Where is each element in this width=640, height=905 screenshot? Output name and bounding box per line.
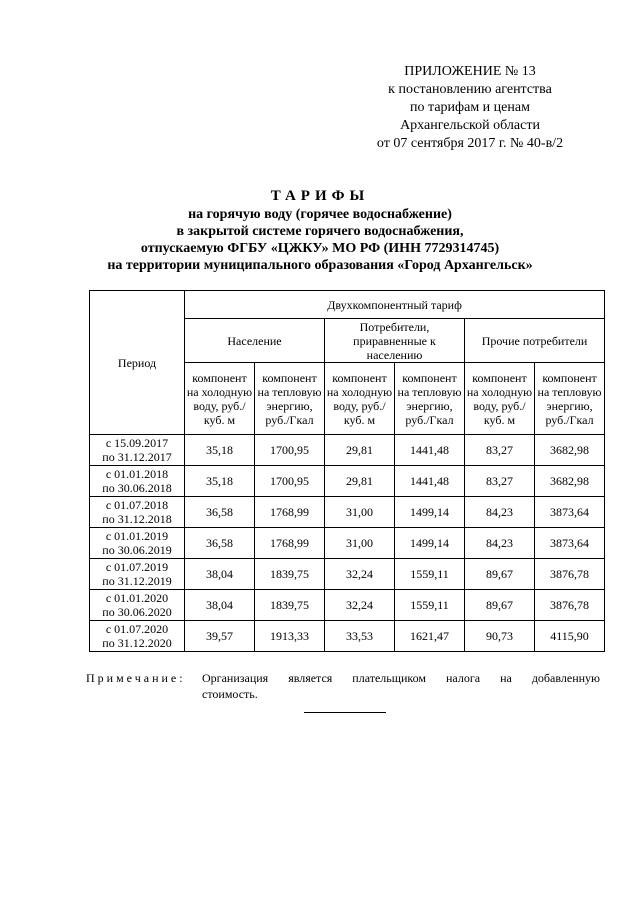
title-line: отпускаемую ФГБУ «ЦЖКУ» МО РФ (ИНН 7729314745) — [140, 241, 500, 256]
tariff-value-cell: 1839,75 — [255, 559, 325, 590]
table-row — [90, 528, 605, 559]
tariff-value-cell: 38,04 — [185, 559, 255, 590]
tariff-value-cell: 84,23 — [465, 497, 535, 528]
appendix-title: ПРИЛОЖЕНИЕ № 13 — [404, 64, 536, 79]
tariff-value-cell: 32,24 — [325, 590, 395, 621]
period-from: с 15.09.2017 — [105, 436, 169, 450]
tariff-value-cell: 89,67 — [465, 590, 535, 621]
sub-header-heat: компонент на тепловую энергию, руб./Гкал — [255, 363, 325, 435]
tariff-value-cell: 29,81 — [325, 466, 395, 497]
tariff-value-cell: 84,23 — [465, 528, 535, 559]
period-cell — [90, 559, 185, 590]
period-from: с 01.07.2019 — [105, 560, 169, 574]
title-main: ТАРИФЫ — [270, 188, 370, 204]
period-cell — [90, 497, 185, 528]
period-to: по 31.12.2017 — [102, 450, 172, 464]
period-cell — [90, 528, 185, 559]
period-header: Период — [90, 291, 185, 435]
period-from: с 01.01.2020 — [105, 591, 169, 605]
tariff-value-cell: 33,53 — [325, 621, 395, 652]
appendix-line: к постановлению агентства — [388, 82, 552, 97]
period-from: с 01.07.2018 — [105, 498, 169, 512]
table-row — [90, 590, 605, 621]
tariff-header: Двухкомпонентный тариф — [185, 291, 605, 319]
tariff-value-cell: 35,18 — [185, 435, 255, 466]
tariff-value-cell: 1768,99 — [255, 528, 325, 559]
tariff-value-cell: 29,81 — [325, 435, 395, 466]
appendix-line: по тарифам и ценам — [410, 100, 530, 115]
tariff-value-cell: 39,57 — [185, 621, 255, 652]
period-to: по 30.06.2018 — [102, 481, 172, 495]
tariff-value-cell: 1559,11 — [395, 590, 465, 621]
group-header-other: Прочие потребители — [465, 319, 605, 363]
tariff-value-cell: 83,27 — [465, 435, 535, 466]
period-from: с 01.01.2019 — [105, 529, 169, 543]
title-line: на горячую воду (горячее водоснабжение) — [188, 207, 452, 222]
group-header-population: Население — [185, 319, 325, 363]
appendix-line: от 07 сентября 2017 г. № 40-в/2 — [376, 136, 564, 151]
sub-header-cold: компонент на холодную воду, руб./куб. м — [465, 363, 535, 435]
tariff-value-cell: 1441,48 — [395, 435, 465, 466]
sub-header-heat: компонент на тепловую энергию, руб./Гкал — [395, 363, 465, 435]
table-row — [90, 621, 605, 652]
table-body — [90, 435, 605, 652]
period-cell — [90, 435, 185, 466]
table-row — [90, 559, 605, 590]
tariff-value-cell: 3873,64 — [535, 497, 605, 528]
tariff-value-cell: 1913,33 — [255, 621, 325, 652]
tariff-value-cell: 4115,90 — [535, 621, 605, 652]
period-to: по 31.12.2018 — [102, 512, 172, 526]
tariff-value-cell: 1700,95 — [255, 466, 325, 497]
tariff-value-cell: 1559,11 — [395, 559, 465, 590]
group-header-equivalent: Потребители, приравненные к населению — [325, 319, 465, 363]
table-row — [90, 435, 605, 466]
note-label: Примечание: — [86, 671, 186, 685]
table-row — [90, 497, 605, 528]
tariff-value-cell: 3876,78 — [535, 590, 605, 621]
tariff-value-cell: 36,58 — [185, 497, 255, 528]
appendix-header — [340, 63, 600, 153]
tariff-value-cell: 32,24 — [325, 559, 395, 590]
appendix-line: Архангельской области — [400, 118, 540, 133]
title-line: в закрытой системе горячего водоснабжения, — [176, 224, 464, 239]
tariff-value-cell: 36,58 — [185, 528, 255, 559]
tariff-value-cell: 3873,64 — [535, 528, 605, 559]
period-from: с 01.07.2020 — [105, 622, 169, 636]
closing-rule — [304, 712, 386, 713]
period-to: по 31.12.2019 — [102, 574, 172, 588]
note-text-continued: стоимость. — [202, 687, 258, 701]
tariff-value-cell: 83,27 — [465, 466, 535, 497]
note-text: Организация является плательщиком налога на добавленную — [202, 671, 600, 685]
tariff-value-cell: 1839,75 — [255, 590, 325, 621]
period-cell — [90, 590, 185, 621]
tariff-value-cell: 89,67 — [465, 559, 535, 590]
tariff-value-cell: 3682,98 — [535, 435, 605, 466]
period-from: с 01.01.2018 — [105, 467, 169, 481]
title-line: на территории муниципального образования «Город Архангельск» — [107, 258, 533, 273]
tariff-value-cell: 1700,95 — [255, 435, 325, 466]
sub-header-cold: компонент на холодную воду, руб./куб. м — [325, 363, 395, 435]
tariff-value-cell: 31,00 — [325, 497, 395, 528]
period-cell — [90, 621, 185, 652]
document-title — [40, 188, 600, 274]
tariff-value-cell: 38,04 — [185, 590, 255, 621]
tariff-value-cell: 90,73 — [465, 621, 535, 652]
tariff-value-cell: 35,18 — [185, 466, 255, 497]
tariff-value-cell: 1441,48 — [395, 466, 465, 497]
tariff-table — [89, 290, 605, 652]
period-to: по 31.12.2020 — [102, 636, 172, 650]
table-row — [90, 466, 605, 497]
tariff-value-cell: 3682,98 — [535, 466, 605, 497]
period-cell — [90, 466, 185, 497]
sub-header-heat: компонент на тепловую энергию, руб./Гкал — [535, 363, 605, 435]
tariff-value-cell: 3876,78 — [535, 559, 605, 590]
tariff-value-cell: 1499,14 — [395, 528, 465, 559]
tariff-value-cell: 1768,99 — [255, 497, 325, 528]
period-to: по 30.06.2019 — [102, 543, 172, 557]
tariff-value-cell: 1499,14 — [395, 497, 465, 528]
sub-header-cold: компонент на холодную воду, руб./куб. м — [185, 363, 255, 435]
period-to: по 30.06.2020 — [102, 605, 172, 619]
tariff-value-cell: 31,00 — [325, 528, 395, 559]
tariff-value-cell: 1621,47 — [395, 621, 465, 652]
